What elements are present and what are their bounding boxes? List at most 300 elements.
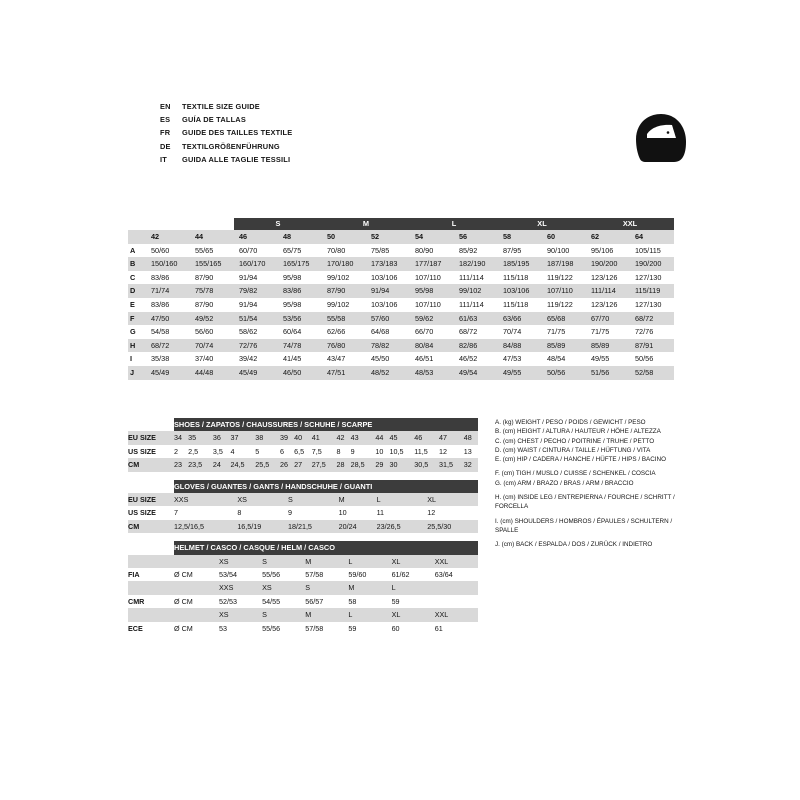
cell: 55/58 <box>327 313 346 323</box>
cell: 165/175 <box>283 259 310 269</box>
size-header: S <box>305 583 311 593</box>
cell: 10 <box>375 446 384 456</box>
numeric-size-cell: 48 <box>283 232 292 241</box>
cell: 78/82 <box>371 340 390 350</box>
cell: 71/75 <box>547 327 566 337</box>
size-header: XL <box>391 556 401 566</box>
cell: 39 <box>280 433 288 443</box>
cell: 85/89 <box>591 340 610 350</box>
cell: 160/170 <box>239 259 266 269</box>
cell: 27,5 <box>311 460 326 470</box>
row-label: A <box>130 245 136 255</box>
cell: 45/49 <box>239 367 258 377</box>
cell: S <box>287 495 293 505</box>
language-title: GUÍA DE TALLAS <box>182 115 246 125</box>
shoes-title-row <box>128 418 478 431</box>
language-title: GUIDA ALLE TAGLIE TESSILI <box>182 154 291 164</box>
table-row <box>128 339 674 353</box>
row-label: CM <box>128 521 140 531</box>
cell: 26 <box>280 460 288 470</box>
row-label: E <box>130 299 135 309</box>
cell: 119/122 <box>547 299 573 309</box>
cell: 27 <box>294 460 303 470</box>
cell: 83/86 <box>151 272 170 282</box>
numeric-size-cell: 56 <box>459 232 468 241</box>
cell: 23/26,5 <box>376 521 401 531</box>
numeric-size-cell: 42 <box>151 232 160 241</box>
cell: 47/53 <box>503 354 522 364</box>
cell: 70/80 <box>327 245 346 255</box>
cell: 13 <box>463 446 472 456</box>
cell: 44/48 <box>195 367 214 377</box>
size-header: XS <box>262 583 272 593</box>
shoes-table <box>128 418 478 472</box>
row-label: EU SIZE <box>128 433 156 443</box>
language-code: DE <box>160 141 171 151</box>
size-header: M <box>305 610 312 620</box>
cell: 84/88 <box>503 340 522 350</box>
row-label: B <box>130 259 136 269</box>
helmet-icon <box>630 108 692 170</box>
cell: 52/58 <box>635 367 654 377</box>
cell: 65/75 <box>283 245 302 255</box>
cell: XL <box>427 495 437 505</box>
language-row <box>160 100 640 113</box>
cell: 47 <box>438 433 447 443</box>
cell: 39/42 <box>239 354 258 364</box>
cell: 177/187 <box>415 259 442 269</box>
cell: 66/70 <box>415 327 434 337</box>
helmet-table <box>128 541 478 635</box>
row-label: H <box>130 340 136 350</box>
cell: 87/90 <box>327 286 346 296</box>
language-title: TEXTILGRÖßENFÜHRUNG <box>182 141 280 151</box>
legend-item: B. (cm) HEIGHT / ALTURA / HAUTEUR / HÖHE / ALTEZZA <box>495 428 661 436</box>
cell: 46/51 <box>415 354 434 364</box>
cell: 37 <box>230 433 239 443</box>
cell: 63/66 <box>503 313 522 323</box>
row-label: CM <box>128 460 140 470</box>
numeric-size-cell: 50 <box>327 232 336 241</box>
cell: 111/114 <box>459 299 484 309</box>
table-row <box>128 284 674 298</box>
row-label: F <box>130 313 135 323</box>
table-row <box>128 312 674 326</box>
language-code: FR <box>160 128 171 138</box>
cell: 30 <box>389 460 398 470</box>
numeric-size-row <box>128 230 674 244</box>
row-label: US SIZE <box>128 508 156 518</box>
cell: 61 <box>434 623 443 633</box>
cell: 6 <box>280 446 284 456</box>
legend-item: E. (cm) HIP / CADERA / HANCHE / HÜFTE / HIPS / BACINO <box>495 456 666 464</box>
cell: 41 <box>311 433 320 443</box>
unit-cell: Ø CM <box>174 596 193 606</box>
cell: 52/53 <box>219 596 237 606</box>
cell: 83/86 <box>151 299 170 309</box>
size-header: XXS <box>219 583 234 593</box>
cell: 103/106 <box>371 299 398 309</box>
cell: 123/126 <box>591 299 618 309</box>
cell: 24 <box>212 460 221 470</box>
cell: 127/130 <box>635 272 662 282</box>
cell: 10,5 <box>389 446 404 456</box>
cell: 61/63 <box>459 313 478 323</box>
cell: 187/198 <box>547 259 574 269</box>
unit-cell: Ø CM <box>174 570 193 580</box>
cell: 68/72 <box>635 313 654 323</box>
cell: 185/195 <box>503 259 530 269</box>
cell: 70/74 <box>503 327 522 337</box>
size-header: S <box>262 610 267 620</box>
cell: 87/90 <box>195 299 214 309</box>
cell: 12 <box>438 446 447 456</box>
cell: 2,5 <box>188 446 199 456</box>
cell: 76/80 <box>327 340 346 350</box>
cell: 58 <box>348 596 357 606</box>
cell: 82/86 <box>459 340 478 350</box>
cell: 64/68 <box>371 327 390 337</box>
numeric-size-cell: 62 <box>591 232 600 241</box>
row-label: D <box>130 286 136 296</box>
table-row <box>128 244 674 258</box>
legend-item: I. (cm) SHOULDERS / HOMBROS / ÉPAULES / SCHULTERN / SPALLE <box>495 517 673 534</box>
cell: 48/54 <box>547 354 566 364</box>
size-header: M <box>348 583 355 593</box>
cell: 36 <box>212 433 221 443</box>
cell: 55/65 <box>195 245 214 255</box>
cell: 49/55 <box>591 354 610 364</box>
cell: 40 <box>294 433 303 443</box>
cell: 42 <box>336 433 345 443</box>
cell: 115/118 <box>503 272 529 282</box>
cell: 29 <box>375 460 384 470</box>
cell: 107/110 <box>415 299 441 309</box>
cell: 34 <box>174 433 182 443</box>
cell: 80/84 <box>415 340 434 350</box>
cell: 59 <box>348 623 357 633</box>
cell: 87/91 <box>635 340 654 350</box>
cell: 83/86 <box>283 286 302 296</box>
row-label: C <box>130 272 136 282</box>
cell: 48/52 <box>371 367 390 377</box>
cell: XXS <box>174 495 189 505</box>
cell: 2 <box>174 446 178 456</box>
table-row <box>128 431 478 444</box>
row-label: CMR <box>128 596 145 606</box>
cell: 45/49 <box>151 367 170 377</box>
cell: 90/100 <box>547 245 570 255</box>
cell: 105/115 <box>635 245 661 255</box>
cell: 111/114 <box>459 272 484 282</box>
cell: 47/50 <box>151 313 170 323</box>
cell: 28 <box>336 460 345 470</box>
cell: 38 <box>255 433 264 443</box>
cell: 59 <box>391 596 400 606</box>
language-row <box>160 140 640 153</box>
numeric-size-cell: 60 <box>547 232 556 241</box>
cell: 173/183 <box>371 259 398 269</box>
cell: 95/98 <box>415 286 434 296</box>
cell: 74/78 <box>283 340 302 350</box>
letter-size-xl: XL <box>498 218 586 230</box>
cell: 87/90 <box>195 272 214 282</box>
size-header: L <box>391 583 396 593</box>
cell: 63/64 <box>434 570 453 580</box>
cell: 9 <box>287 508 292 518</box>
cell: 8 <box>237 508 242 518</box>
cell: 60/64 <box>283 327 302 337</box>
legend-item: J. (cm) BACK / ESPALDA / DOS / ZURÜCK / INDIETRO <box>495 541 653 549</box>
cell: 150/160 <box>151 259 178 269</box>
helmet-header-row <box>128 555 478 568</box>
legend-item: C. (cm) CHEST / PECHO / POITRINE / TRUHE / PETTO <box>495 437 655 445</box>
table-row <box>128 271 674 285</box>
cell: 12 <box>427 508 436 518</box>
letter-size-l: L <box>410 218 498 230</box>
gloves-table <box>128 480 478 534</box>
table-row <box>128 622 478 635</box>
cell: 103/106 <box>503 286 530 296</box>
cell: 46/52 <box>459 354 478 364</box>
cell: 59/60 <box>348 570 367 580</box>
cell: 75/85 <box>371 245 390 255</box>
helmet-header-row <box>128 608 478 621</box>
cell: 7 <box>174 508 178 518</box>
cell: XS <box>237 495 247 505</box>
cell: 85/92 <box>459 245 478 255</box>
cell: 119/122 <box>547 272 573 282</box>
cell: 12,5/16,5 <box>174 521 204 531</box>
cell: 68/72 <box>459 327 478 337</box>
table-row <box>128 458 478 471</box>
cell: 24,5 <box>230 460 245 470</box>
helmet-title-row <box>128 541 478 554</box>
table-row <box>128 595 478 608</box>
cell: 67/70 <box>591 313 610 323</box>
cell: 58/62 <box>239 327 258 337</box>
cell: 43/47 <box>327 354 346 364</box>
cell: 47/51 <box>327 367 346 377</box>
cell: 49/54 <box>459 367 478 377</box>
row-label: J <box>130 367 135 377</box>
table-row <box>128 257 674 271</box>
cell: 91/94 <box>371 286 390 296</box>
cell: 72/76 <box>635 327 654 337</box>
row-label: ECE <box>128 623 143 633</box>
table-row <box>128 298 674 312</box>
cell: 54/55 <box>262 596 281 606</box>
size-guide-sheet <box>100 100 700 700</box>
cell: 62/66 <box>327 327 346 337</box>
legend <box>495 418 675 550</box>
cell: 30,5 <box>414 460 429 470</box>
size-header: S <box>262 556 267 566</box>
cell: 35/38 <box>151 354 170 364</box>
cell: 57/58 <box>305 570 324 580</box>
cell: 23 <box>174 460 182 470</box>
cell: 48 <box>463 433 472 443</box>
language-code: EN <box>160 102 171 111</box>
size-header: XS <box>219 556 229 566</box>
cell: L <box>376 495 381 505</box>
cell: 7,5 <box>311 446 322 456</box>
table-row <box>128 506 478 519</box>
cell: 50/56 <box>547 367 566 377</box>
cell: 91/94 <box>239 272 258 282</box>
language-row <box>160 113 640 126</box>
numeric-size-cell: 58 <box>503 232 512 241</box>
numeric-size-cell: 46 <box>239 232 248 241</box>
cell: 99/102 <box>327 272 350 282</box>
cell: 95/98 <box>283 272 302 282</box>
cell: 75/78 <box>195 286 214 296</box>
letter-size-m: M <box>322 218 410 230</box>
legend-item: H. (cm) INSIDE LEG / ENTREPIERNA / FOURCHE / SCHRITT / FORCELLA <box>495 494 675 511</box>
cell: 80/90 <box>415 245 434 255</box>
cell: 57/58 <box>305 623 324 633</box>
table-row <box>128 445 478 458</box>
table-row <box>128 352 674 366</box>
cell: 41/45 <box>283 354 302 364</box>
row-label: EU SIZE <box>128 495 156 505</box>
cell: 53 <box>219 623 227 633</box>
cell: 61/62 <box>391 570 410 580</box>
cell: 182/190 <box>459 259 486 269</box>
legend-item: F. (cm) TIGH / MUSLO / CUISSE / SCHENKEL / COSCIA <box>495 470 656 478</box>
measurement-table <box>128 218 674 380</box>
cell: 91/94 <box>239 299 258 309</box>
cell: 103/106 <box>371 272 398 282</box>
cell: 55/56 <box>262 570 281 580</box>
cell: 46 <box>414 433 423 443</box>
cell: 44 <box>375 433 384 443</box>
cell: 16,5/19 <box>237 521 262 531</box>
cell: 79/82 <box>239 286 258 296</box>
gloves-title-row <box>128 480 478 493</box>
size-header: L <box>348 610 353 620</box>
language-row <box>160 153 640 166</box>
table-row <box>128 520 478 533</box>
cell: 60 <box>391 623 400 633</box>
language-code: ES <box>160 115 171 125</box>
cell: 50/56 <box>635 354 654 364</box>
cell: 68/72 <box>151 340 170 350</box>
cell: 4 <box>230 446 235 456</box>
cell: 11 <box>376 508 385 518</box>
size-header: XXL <box>434 610 449 620</box>
cell: 3,5 <box>212 446 223 456</box>
cell: 23,5 <box>188 460 203 470</box>
cell: 70/74 <box>195 340 214 350</box>
cell: 56/60 <box>195 327 214 337</box>
cell: 72/76 <box>239 340 258 350</box>
cell: 55/56 <box>262 623 281 633</box>
size-header: M <box>305 556 312 566</box>
cell: 51/54 <box>239 313 258 323</box>
cell: M <box>338 495 345 505</box>
cell: 111/114 <box>591 286 616 296</box>
header <box>160 100 640 166</box>
cell: 6,5 <box>294 446 305 456</box>
cell: 56/57 <box>305 596 324 606</box>
cell: 53/54 <box>219 570 237 580</box>
cell: 99/102 <box>327 299 350 309</box>
cell: 87/95 <box>503 245 522 255</box>
cell: 59/62 <box>415 313 434 323</box>
shoes-title: SHOES / ZAPATOS / CHAUSSURES / SCHUHE / SCARPE <box>174 418 478 431</box>
cell: 123/126 <box>591 272 618 282</box>
cell: 25,5/30 <box>427 521 452 531</box>
cell: 65/68 <box>547 313 566 323</box>
letter-size-s: S <box>234 218 322 230</box>
numeric-size-cell: 52 <box>371 232 380 241</box>
cell: 127/130 <box>635 299 662 309</box>
table-row <box>128 366 674 380</box>
cell: 53/56 <box>283 313 302 323</box>
cell: 71/74 <box>151 286 170 296</box>
cell: 11,5 <box>414 446 428 456</box>
cell: 85/89 <box>547 340 566 350</box>
numeric-size-cell: 44 <box>195 232 204 241</box>
row-label: US SIZE <box>128 446 156 456</box>
language-row <box>160 126 640 139</box>
cell: 28,5 <box>350 460 365 470</box>
cell: 115/118 <box>503 299 529 309</box>
cell: 155/165 <box>195 259 222 269</box>
cell: 190/200 <box>635 259 662 269</box>
cell: 51/56 <box>591 367 610 377</box>
cell: 60/70 <box>239 245 258 255</box>
legend-item: G. (cm) ARM / BRAZO / BRAS / ARM / BRACCIO <box>495 479 634 487</box>
cell: 46/50 <box>283 367 302 377</box>
letter-size-band-row <box>128 218 674 230</box>
unit-cell: Ø CM <box>174 623 193 633</box>
cell: 32 <box>463 460 472 470</box>
row-label: I <box>130 354 133 364</box>
cell: 48/53 <box>415 367 434 377</box>
cell: 43 <box>350 433 359 443</box>
numeric-size-cell: 64 <box>635 232 644 241</box>
cell: 57/60 <box>371 313 390 323</box>
cell: 35 <box>188 433 197 443</box>
cell: 95/98 <box>283 299 302 309</box>
table-row <box>128 325 674 339</box>
cell: 115/119 <box>635 286 661 296</box>
cell: 99/102 <box>459 286 482 296</box>
cell: 50/60 <box>151 245 170 255</box>
cell: 31,5 <box>438 460 453 470</box>
row-label: FIA <box>128 570 140 580</box>
table-row <box>128 568 478 581</box>
numeric-size-cell: 54 <box>415 232 424 241</box>
cell: 54/58 <box>151 327 170 337</box>
cell: 45 <box>389 433 398 443</box>
cell: 49/52 <box>195 313 214 323</box>
legend-item: D. (cm) WAIST / CINTURA / TAILLE / HÜFTUNG / VITA <box>495 446 651 454</box>
cell: 45/50 <box>371 354 390 364</box>
cell: 10 <box>338 508 347 518</box>
table-row <box>128 493 478 506</box>
legend-item: A. (kg) WEIGHT / PESO / POIDS / GEWICHT / PESO <box>495 419 646 426</box>
language-title: TEXTILE SIZE GUIDE <box>182 102 260 111</box>
cell: 95/106 <box>591 245 614 255</box>
size-header: XXL <box>434 556 449 566</box>
cell: 49/55 <box>503 367 522 377</box>
size-header: XS <box>219 610 229 620</box>
row-label: G <box>130 327 136 337</box>
helmet-title: HELMET / CASCO / CASQUE / HELM / CASCO <box>174 541 478 554</box>
